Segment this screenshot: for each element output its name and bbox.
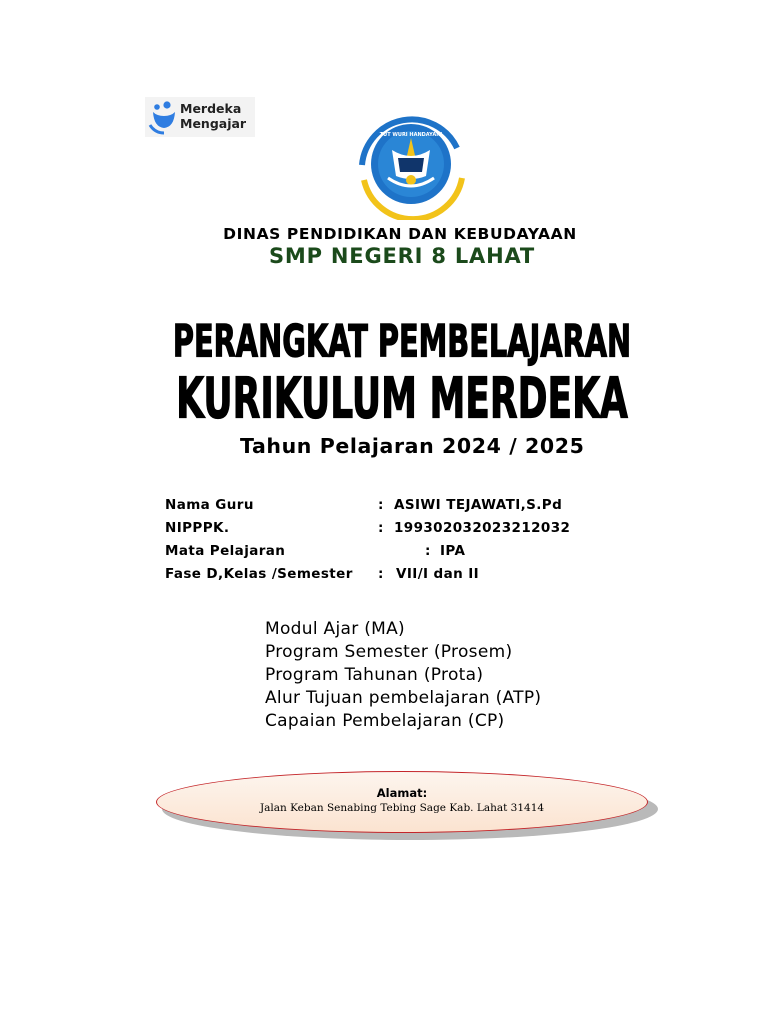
list-item [225, 711, 504, 731]
info-label: NIPPPK. [165, 520, 230, 536]
info-separator: : [378, 520, 384, 536]
info-separator: : [425, 543, 431, 559]
list-item [225, 642, 512, 662]
logo-line-2: Mengajar [180, 116, 247, 131]
school-name: SMP NEGERI 8 LAHAT [269, 244, 535, 268]
tut-wuri-handayani-emblem [352, 110, 472, 220]
info-separator: : [378, 497, 384, 513]
address-text: Jalan Keban Senabing Tebing Sage Kab. Lahat 31414 [259, 802, 545, 814]
list-item-label: Modul Ajar (MA) [265, 619, 405, 639]
logo-line-1: Merdeka [180, 101, 242, 116]
info-value: VII/I dan II [396, 566, 480, 582]
info-separator: : [378, 566, 384, 582]
info-label: Fase D,Kelas /Semester [165, 566, 353, 582]
list-item-label: Program Semester (Prosem) [265, 642, 513, 662]
merdeka-mengajar-logo [145, 97, 255, 137]
info-value: 199302032023212032 [394, 520, 571, 536]
info-value: IPA [440, 543, 466, 559]
merdeka-mengajar-icon [147, 97, 181, 137]
academic-year: Tahun Pelajaran 2024 / 2025 [240, 434, 585, 458]
address-label: Alamat: [376, 786, 428, 800]
list-item-label: Alur Tujuan pembelajaran (ATP) [265, 688, 542, 708]
info-label: Nama Guru [165, 497, 254, 513]
info-value: ASIWI TEJAWATI,S.Pd [394, 497, 563, 513]
emblem-motto: TUT WURI HANDAYANI [379, 132, 443, 138]
title-line-2: KURIKULUM MERDEKA [176, 366, 628, 431]
list-item-label: Program Tahunan (Prota) [265, 665, 484, 685]
list-item-label: Capaian Pembelajaran (CP) [265, 711, 505, 731]
list-item [225, 688, 541, 708]
list-item [225, 665, 483, 685]
title-line-1: PERANGKAT PEMBELAJARAN [172, 316, 632, 368]
list-item [225, 619, 405, 639]
info-label: Mata Pelajaran [165, 543, 286, 559]
department-heading: DINAS PENDIDIKAN DAN KEBUDAYAAN [223, 225, 577, 243]
